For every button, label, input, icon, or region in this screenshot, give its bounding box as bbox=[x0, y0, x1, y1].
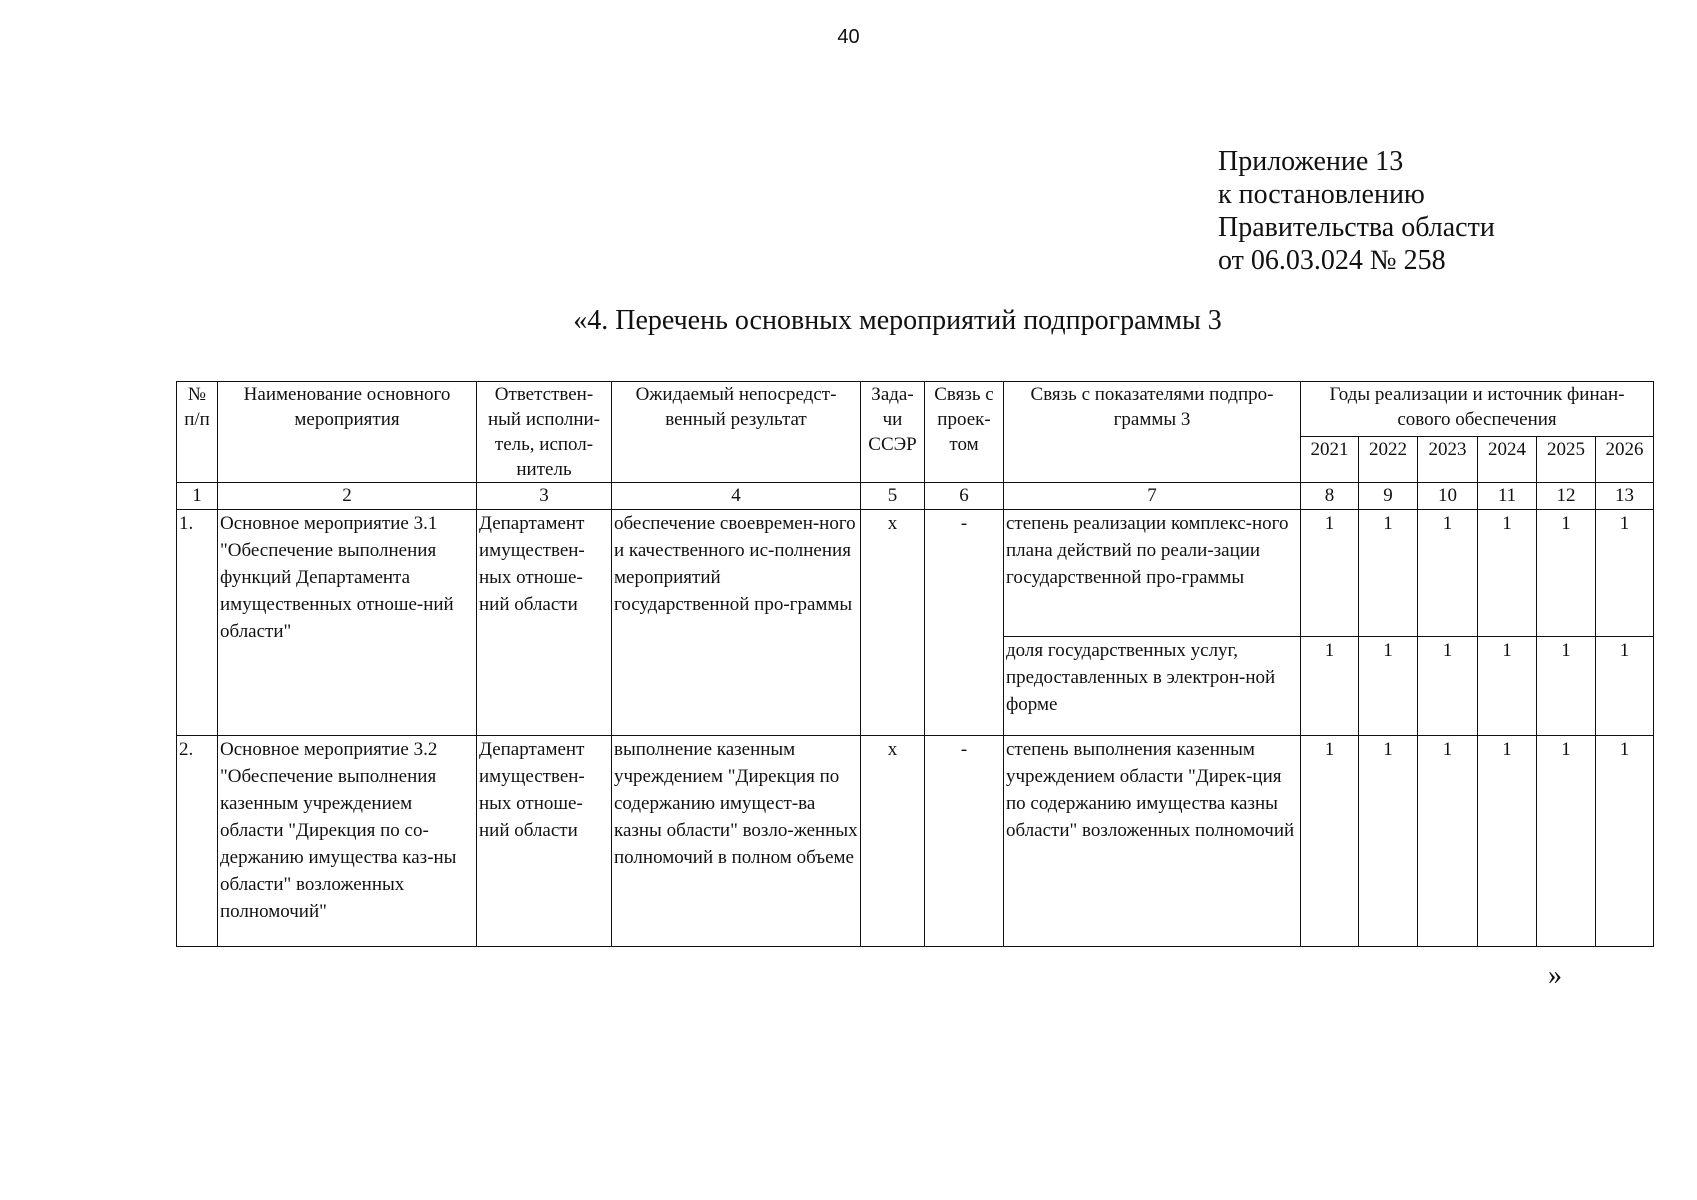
appendix-line-1: Приложение 13 bbox=[1218, 146, 1404, 177]
column-number: 5 bbox=[861, 483, 925, 510]
indicator-text: степень реализации комплекс-ного плана действий по реали-зации государственной про-граммы bbox=[1004, 510, 1301, 637]
row-num: 2. bbox=[177, 736, 218, 947]
column-number: 11 bbox=[1478, 483, 1537, 510]
column-number: 6 bbox=[925, 483, 1004, 510]
year-value: 1 bbox=[1537, 736, 1596, 947]
expected-result: выполнение казенным учреждением "Дирекция по содержанию имущест-ва казны области" возло-женных полномочий в полном объеме bbox=[612, 736, 861, 947]
table-row bbox=[177, 510, 1654, 637]
measure-name: Основное мероприятие 3.2 "Обеспечение выполнения казенным учреждением области "Дирекция по со-держанию имущества каз-ны области" возложенных полномочий" bbox=[218, 736, 477, 947]
column-number: 2 bbox=[218, 483, 477, 510]
header-year: 2026 bbox=[1596, 436, 1654, 482]
year-value: 1 bbox=[1478, 637, 1537, 736]
column-number: 9 bbox=[1359, 483, 1418, 510]
year-value: 1 bbox=[1418, 637, 1478, 736]
column-number: 7 bbox=[1004, 483, 1301, 510]
header-year: 2025 bbox=[1537, 436, 1596, 482]
appendix-note bbox=[1218, 145, 1495, 277]
year-value: 1 bbox=[1359, 510, 1418, 637]
page-number: 40 bbox=[837, 26, 860, 48]
row-num: 1. bbox=[177, 510, 218, 736]
appendix-line-3: Правительства области bbox=[1218, 212, 1495, 243]
year-value: 1 bbox=[1418, 510, 1478, 637]
column-number: 1 bbox=[177, 483, 218, 510]
expected-result: обеспечение своевремен-ного и качественного ис-полнения мероприятий государственной про-граммы bbox=[612, 510, 861, 736]
year-value: 1 bbox=[1301, 637, 1359, 736]
column-numbers-row bbox=[177, 483, 1654, 510]
header-tasks: Зада-чи ССЭР bbox=[861, 382, 925, 483]
column-number: 12 bbox=[1537, 483, 1596, 510]
year-value: 1 bbox=[1537, 637, 1596, 736]
project-link: - bbox=[925, 736, 1004, 947]
header-year: 2021 bbox=[1301, 436, 1359, 482]
responsible-executor: Департамент имуществен-ных отноше-ний области bbox=[477, 510, 612, 736]
tasks-ssep: х bbox=[861, 510, 925, 736]
appendix-line-2: к постановлению bbox=[1218, 179, 1425, 210]
year-value: 1 bbox=[1596, 510, 1654, 637]
column-number: 3 bbox=[477, 483, 612, 510]
measure-name: Основное мероприятие 3.1 "Обеспечение выполнения функций Департамента имущественных отноше-ний области" bbox=[218, 510, 477, 736]
year-value: 1 bbox=[1596, 736, 1654, 947]
document-title: «4. Перечень основных мероприятий подпрограммы 3 bbox=[573, 305, 1222, 336]
year-value: 1 bbox=[1478, 510, 1537, 637]
measures-table bbox=[176, 381, 1654, 947]
table-row bbox=[177, 736, 1654, 947]
year-value: 1 bbox=[1478, 736, 1537, 947]
header-year: 2022 bbox=[1359, 436, 1418, 482]
project-link: - bbox=[925, 510, 1004, 736]
header-project: Связь с проек-том bbox=[925, 382, 1004, 483]
header-years-group: Годы реализации и источник финан-сового обеспечения bbox=[1301, 382, 1654, 437]
appendix-line-4: от 06.03.024 № 258 bbox=[1218, 245, 1446, 276]
year-value: 1 bbox=[1301, 510, 1359, 637]
column-number: 4 bbox=[612, 483, 861, 510]
indicator-text: степень выполнения казенным учреждением области "Дирек-ция по содержанию имущества казны области" возложенных полномочий bbox=[1004, 736, 1301, 947]
responsible-executor: Департамент имуществен-ных отноше-ний области bbox=[477, 736, 612, 947]
year-value: 1 bbox=[1359, 736, 1418, 947]
column-number: 13 bbox=[1596, 483, 1654, 510]
year-value: 1 bbox=[1301, 736, 1359, 947]
header-result: Ожидаемый непосредст-венный результат bbox=[612, 382, 861, 483]
header-year: 2023 bbox=[1418, 436, 1478, 482]
tasks-ssep: х bbox=[861, 736, 925, 947]
year-value: 1 bbox=[1596, 637, 1654, 736]
header-indicators: Связь с показателями подпро-граммы 3 bbox=[1004, 382, 1301, 483]
year-value: 1 bbox=[1359, 637, 1418, 736]
header-name: Наименование основного мероприятия bbox=[218, 382, 477, 483]
year-value: 1 bbox=[1418, 736, 1478, 947]
column-number: 8 bbox=[1301, 483, 1359, 510]
year-value: 1 bbox=[1537, 510, 1596, 637]
header-responsible: Ответствен-ный исполни-тель, испол-нитель bbox=[477, 382, 612, 483]
column-number: 10 bbox=[1418, 483, 1478, 510]
header-num: № п/п bbox=[177, 382, 218, 483]
header-year: 2024 bbox=[1478, 436, 1537, 482]
closing-quote: » bbox=[1548, 960, 1562, 991]
indicator-text: доля государственных услуг, предоставленных в электрон-ной форме bbox=[1004, 637, 1301, 736]
